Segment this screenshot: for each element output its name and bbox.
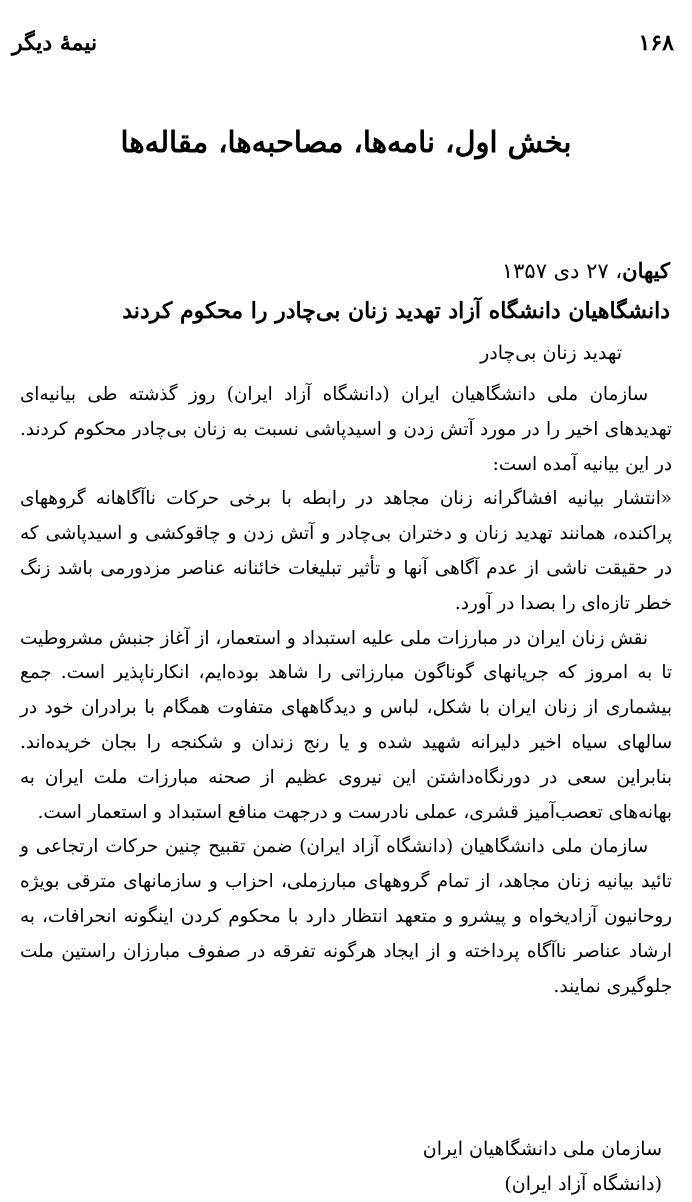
paragraph: سازمان ملی دانشگاهیان ایران (دانشگاه آزاد ایران) روز گذشته طی بیانیه‌ای تهدیدهای اخیر را در مورد آتش زدن و اسیدپاشی نسبت به زنان بی‌چادر محکوم کردند. در این بیانیه آمده است: — [20, 384, 672, 475]
article-subtitle: تهدید زنان بی‌چادر — [480, 342, 622, 364]
signature-affiliation: (دانشگاه آزاد ایران) — [504, 1173, 662, 1195]
page-number: ۱۶۸ — [638, 30, 674, 56]
paragraph: «انتشار بیانیه افشاگرانه زنان مجاهد در رابطه با برخی حرکات ناآگاهانه گروههای پراکنده، همانند تهدید زنان و دختران بی‌چادر و آتش زدن و چاقوکشی و اسیدپاشی که در حقیقت ناشی از عدم آگاهی آنها و تأثیر تبلیغات خائنانه عناصر مزدورمی باشد زنگ خطر تازه‌ای را بصدا در آورد. — [20, 488, 672, 614]
source-name: کیهان — [622, 258, 670, 283]
article-body — [20, 378, 672, 1004]
signature-block — [423, 1132, 662, 1202]
page-header — [12, 26, 674, 60]
section-title: بخش اول، نامه‌ها، مصاحبه‌ها، مقاله‌ها — [120, 125, 572, 159]
signature-organization: سازمان ملی دانشگاهیان ایران — [422, 1138, 662, 1160]
source-date: ، ۲۷ دی ۱۳۵۷ — [501, 259, 623, 283]
paragraph: نقش زنان ایران در مبارزات ملی علیه استبداد و استعمار، از آغاز جنبش مشروطیت تا به امروز که جریانهای گوناگون مبارزاتی را شاهد بوده‌ایم، انکارناپذیر است. جمع بیشماری از زنان ایران با شکل، لباس و دیدگاههای متفاوت همگام با برادران خود در سالهای سیاه اخیر دلیرانه شهید شده و یا رنج زندان و شکنجه را بجان خریده‌اند. بنابراین سعی در دورنگاه‌داشتن این نیروی عظیم از صحنه مبارزات ملت ایران به بهانه‌های تعصب‌آمیز قشری، عملی نادرست و درجهت منافع استبداد و استعمار است. — [20, 627, 672, 823]
paragraph: سازمان ملی دانشگاهیان (دانشگاه آزاد ایران) ضمن تقبیح چنین حرکات ارتجاعی و تائید بیانیه زنان مجاهد، از تمام گروههای مبارزملی، احزاب و سازمانهای مترقی بویژه روحانیون آزادیخواه و پیشرو و متعهد انتظار دارد با محکوم کردن اینگونه انحرافات، به ارشاد عناصر ناآگاه پرداخته و از ایجاد هرگونه تفرقه در صفوف مبارزان راستین ملت جلوگیری نمایند. — [20, 836, 672, 997]
article-headline: دانشگاهیان دانشگاه آزاد تهدید زنان بی‌چادر را محکوم کردند — [122, 298, 670, 324]
article-source — [502, 258, 670, 283]
book-title: نیمهٔ دیگر — [12, 30, 98, 56]
